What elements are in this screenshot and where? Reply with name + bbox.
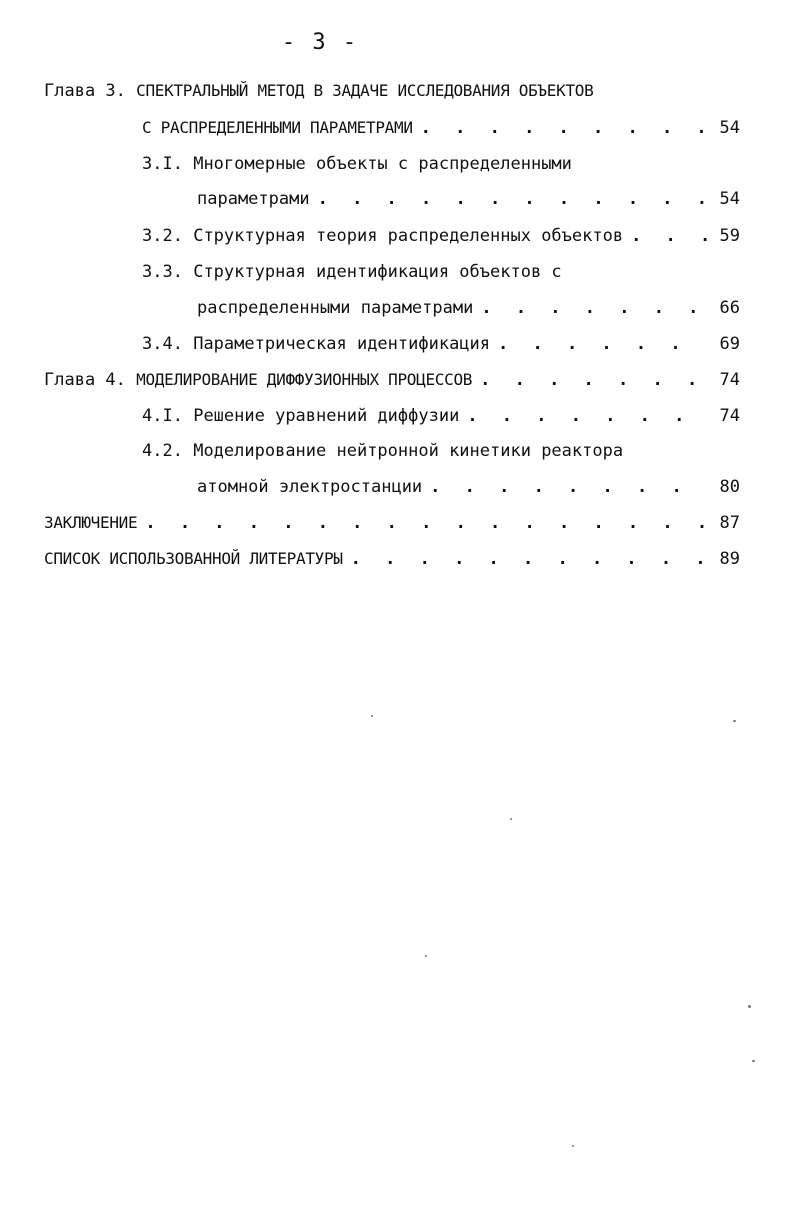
scan-speck [748,1005,751,1008]
toc-page-number: 54 [719,118,740,138]
toc-page-number: 59 [719,226,740,246]
toc-section-number: 4.I. [142,406,183,426]
toc-entry-3-3 [197,296,740,320]
toc-section-number: 4.2. [142,441,183,461]
toc-chapter3-title-line1: СПЕКТРАЛЬНЫЙ МЕТОД В ЗАДАЧЕ ИССЛЕДОВАНИЯ ОБЪЕКТОВ [136,81,594,100]
scan-speck [572,1145,574,1147]
toc-section-title-text: Параметрическая идентификация [193,334,491,354]
dot-leader [481,296,708,320]
toc-section-number: 3.I. [142,154,183,174]
dot-leader [467,404,708,428]
toc-section-4-2-heading [142,439,623,463]
dot-leader [145,511,708,535]
toc-section-title-line2: распределенными параметрами [197,298,474,318]
toc-page-number: 54 [719,189,740,209]
toc-section-title-line1: Многомерные объекты с распределенными [193,154,572,174]
toc-section-number: 3.3. [142,262,183,282]
dot-leader [631,224,708,248]
toc-chapter4-title: МОДЕЛИРОВАНИЕ ДИФФУЗИОННЫХ ПРОЦЕССОВ [136,370,473,389]
toc-page-number: 69 [719,334,740,354]
scan-speck [510,818,512,820]
toc-section-number: 3.2. [142,226,183,246]
dot-leader [351,547,708,571]
toc-section-title [142,404,459,428]
toc-section-title-line2: параметрами [197,189,310,209]
toc-chapter3-heading [44,79,593,103]
toc-entry-3-2 [142,224,740,248]
toc-page-number: 87 [719,513,740,533]
scan-speck [733,720,736,722]
dot-leader [498,332,708,356]
toc-section-number: 3.4. [142,334,183,354]
toc-section-title-text: Структурная теория распределенных объектов [193,226,624,246]
scan-speck [371,715,373,717]
toc-references-title: СПИСОК ИСПОЛЬЗОВАННОЙ ЛИТЕРАТУРЫ [44,549,343,568]
dot-leader [480,368,708,392]
dot-leader [430,475,708,499]
toc-entry-4-2 [197,475,740,499]
toc-page-number: 89 [719,549,740,569]
toc-section-title-line1: Моделирование нейтронной кинетики реактора [193,441,624,461]
toc-chapter4-label: Глава 4. [44,370,126,390]
dot-leader [318,187,708,211]
scan-speck [752,1060,755,1062]
toc-page-number: 74 [719,406,740,426]
toc-section-title [142,332,490,356]
toc-chapter3-title-line2: С РАСПРЕДЕЛЕННЫМИ ПАРАМЕТРАМИ [142,118,413,137]
toc-entry-3-4 [142,332,740,356]
scan-speck [425,955,427,957]
toc-page-number: 80 [719,477,740,497]
toc-chapter3-label: Глава 3. [44,81,126,101]
page-number: - 3 - [281,30,359,55]
toc-conclusion-title: ЗАКЛЮЧЕНИЕ [44,513,138,532]
toc-section-title-line1: Структурная идентификация объектов с [193,262,562,282]
toc-entry-references [44,547,740,571]
toc-section-3-1-heading [142,152,572,176]
toc-section-title [142,224,623,248]
toc-section-3-3-heading [142,260,562,284]
toc-entry-chapter3 [142,116,740,140]
toc-chapter4-heading [44,368,472,392]
toc-page-number: 74 [719,370,740,390]
toc-section-title-text: Решение уравнений диффузии [193,406,460,426]
toc-entry-3-1 [197,187,740,211]
toc-section-title-line2: атомной электростанции [197,477,423,497]
toc-page-number: 66 [719,298,740,318]
toc-entry-conclusion [44,511,740,535]
dot-leader [421,116,708,140]
toc-entry-4-1 [142,404,740,428]
toc-entry-chapter4 [44,368,740,392]
